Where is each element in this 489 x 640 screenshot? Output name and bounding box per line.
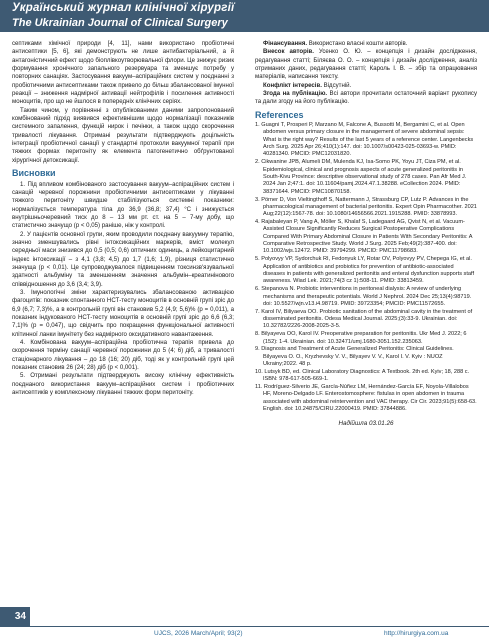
journal-website-link[interactable]: http://hirurgiya.com.ua xyxy=(384,630,449,637)
reference-item: 3. Pörner D, Von Vieltingthoff S, Nattermann J, Strassburg CP, Lutz P. Advances in the pharmacological management of bacterial peritonitis. Expert Opin Pharmacother. 2021 Aug;22(12):1567-78. doi: 10.1080/14656566.2021.1915288. PMID: 33878993. xyxy=(255,196,477,218)
reference-item: 4. Rajabaleyan P, Vang A, Möller S, Khalaf S, Ladegaard AG, Qvist N, et al. Vacuum-Assisted Closure Significantly Reduces Surgical Postoperative Complications Compared With Primary Abdominal Closure in Patients With Secondary Peritonitis: A Comparative Retrospective Study. World J Surg. 2025 Feb;49(2):387-400. doi: 10.1002/wjs.12472. PMID: 39794299. PMCID: PMC11798683. xyxy=(255,219,473,255)
conclusion-item: 3. Імунологічні зміни характеризувались збалансованою активацією фагоцитів: показник спонтанного НСТ-тесту моноцитів в основній групі зріс до 6,9 (6,7; 7,3)%, а в контрольній групі він становив 5,2 (4,9; 5,6)% (p = 0,011), а показник індукованого НСТ-тесту моноцитів в основній групі зріс до 6,6 (6,3; 7,1)% (p = 0,047), що свідчить про покращення функціональної активності клітинної ланки імунітету без надмірного оксидативного навантаження. xyxy=(12,288,234,338)
reference-item: 10. Lutsyk BD, ed. Clinical Laboratory Diagnostics: A Textbook. 2th ed. Kyiv; 18, 288 c. ISBN: 978-617-505-669-1. xyxy=(255,368,470,383)
discussion-paragraph: септиками хімічної природи [4, 11], нами використано пробіотичні антисептики [5, 6], які демонструють не лише антибактеріальний, а й антагоністичний ефект щодо біоплівкоутворювальної флори. Це знижує ризик формування хронічного запального резервуара та зменшує потребу у повторних санаціях. Застосування вакуум–аспіраційних систем у поєднанні з пробіотичними антисептиками також привело до більш збалансованої імунної реакції – зниження надмірної активації нейтрофілів і посилення активності моноцитів, про що не йшлося в попередніх клінічних серіях. xyxy=(12,40,234,106)
funding-statement xyxy=(255,40,477,48)
conclusion-item: 2. У пацієнтів основної групи, яким проводили поєднану вакуумну терапію, значно зменшувались рівні інтоксикаційних маркерів, вміст молекул середньої маси знизився до 0,5 (0,5; 0,6) оптичних одиниць, а лейкоцитарний індекс інтоксикації – з 4,1 (3,8; 4,5) до 1,7 (1,6; 1,9), різниця статистично значуща (p < 0,01). Це супроводжувалося підвищенням токсинзв'язувальної здатності альбуміну та зменшенням значення альбумін–креатинінового співвідношення до 3,6 (3,4; 3,9). xyxy=(12,230,234,288)
conclusion-item: 1. Під впливом комбінованого застосування вакуум–аспіраційних систем і санацій черевної порожнини пробіотичними антисептиками у лікуванні тяжкого перитоніту швидше стабілізуються системні показники: нормалізується температура тіла до 36,9 (36,8; 37,4) °С і знижується внутрішньочеревний тиск до 8 – 13 мм рт. ст. на 5 – 7-му добу, що статистично значущо (p < 0,05) раніше, ніж у контролі. xyxy=(12,180,234,230)
consent-statement xyxy=(255,90,477,107)
conflict-label: Конфлікт інтересів. xyxy=(263,81,322,89)
reference-item: 11. Rodríguez-Silverio JE, García-Núñez LM, Hernández-García EF, Noyola-Villalobos HF, Moreno-Delgado LF. Enterostomosphere: fistulas in open abdomen in trauma associated with abdominal reintervention and VAC therapy. Cir Cir. 2023;91(5):658-63. English. doi: 10.24875/CIRU.22000419. PMID: 37844886. xyxy=(255,384,477,413)
footer-divider xyxy=(30,626,489,627)
journal-title-en: The Ukrainian Journal of Clinical Surgery xyxy=(12,17,228,29)
reference-item: 8. Bilyayeva OO, Karol IV. Preoperative preparation for peritonitis. Ukr Med J. 2022; 6 (152): 1-4. Ukrainian. doi: 10.32471/umj.1680-3051.152.235063. xyxy=(255,331,467,345)
page-footer xyxy=(0,596,489,640)
conflict-statement xyxy=(255,82,477,90)
consent-text: Всі автори прочитали остаточний варіант рукопису та дали згоду на його публікацію. xyxy=(255,90,477,106)
journal-title-uk: Український журнал клінічної хірургії xyxy=(12,2,235,14)
discussion-paragraph: Таким чином, у порівнянні з опублікованими даними запропонований комбінований підхід виявився ефективнішим щодо нормалізації показників системного запалення, функцій нирок і печінки, а також щодо скорочення тривалості лікування. Отримані результати підтверджують доцільність інтеграції пробіотичної санації у стандартні протоколи вакуумної терапії при тяжких формах перитоніту як елемента патогенетично обґрунтованої хірургічної детоксикації. xyxy=(12,106,234,164)
reference-item: 9. Diagnosis and Treatment of Acute Generalized Peritonitis: Clinical Guidelines. Bilyayeva O. O., Kryzhevsky V. V., Bilyayev V. V., Karol I. V. Kyiv : NUOZ Ukrainy;2022. 48 p. xyxy=(255,346,454,368)
reference-item: 6. Stepanova N. Probiotic interventions in peritoneal dialysis: A review of underlying mechanisms and therapeutic potentials. World J Nephrol. 2024 Dec 25;13(4):98719. doi: 10.5527/wjn.v13.i4.98719. PMID: 39723354; PMCID: PMC11572655. xyxy=(255,286,472,307)
right-column xyxy=(255,40,477,428)
left-column xyxy=(12,40,234,397)
reference-list xyxy=(255,122,477,413)
conclusion-item: 4. Комбінована вакуум–аспіраційна пробіотична терапія привела до скорочення терміну санації черевної порожнини до 5 (4; 6) діб, а тривалості стаціонарного лікування – до 18 (16; 20) діб, тоді як у контрольній групі цей показник становив 26 (24; 28) діб (p < 0,001). xyxy=(12,339,234,372)
funding-text: Використано власні кошти авторів. xyxy=(307,40,408,47)
contribution-label: Внесок авторів. xyxy=(263,48,314,56)
journal-header xyxy=(0,0,489,32)
conflict-text: Відсутній. xyxy=(321,81,352,89)
references-heading: References xyxy=(255,109,304,120)
funding-label: Фінансування. xyxy=(263,40,308,47)
reference-item: 2. Cikwanine JPB, Alumeli DM, Mulenda KJ, Isa-Somo PK, Yoyu JT, Ciza PM, et al. Epidemiological, clinical and prognosis aspects of acute generalized peritonitis in South-Kivu Province: descriptive observational study of 278 cases. Pan Afr Med J. 2024 Jan 2;47:1. doi: 10.11604/pamj.2024.47.1.38288. eCollection 2024. PMID: 38371644. PMCID: PMC10870158. xyxy=(255,159,467,195)
conclusions-heading: Висновки xyxy=(12,168,56,179)
reference-item: 1. Guagni T, Prosperi P, Marzano M, Falcone A, Bussotti M, Bergamini C, et al. Open abdomen versus primary closure in the management of severe abdominal sepsis: What is the right way? Results of the last 5 years of a reference center. Langenbecks Arch Surg. 2025 Apr 26;410(1):147. doi: 10.1007/s00423-025-03693-w. PMID: 40281340. PMCID: PMC12031820. xyxy=(255,122,474,158)
page-number: 34 xyxy=(0,607,30,627)
consent-label: Згода на публікацію. xyxy=(263,90,328,98)
contribution-statement xyxy=(255,48,477,81)
reference-item: 5. Polyovyy VP, Sydorchuk RI, Fedonyuk LY, Rotar OV, Polyovyy PV, Chepega IG, et al. Application of antibiotics and probiotics for prevention of antibiotic-associated diseases in patients with generalized peritonitis and enteral dysfunction supports staff awareness. Wiad Lek. 2021;74(3 cz 1):508-11. PMID: 33813459. xyxy=(255,256,475,285)
journal-citation: UJCS, 2026 March/April; 93(2) xyxy=(154,630,243,637)
reference-item: 7. Karol IV, Biliyaeva OO. Probiotic sanitation of the abdominal cavity in the treatment of disseminated peritonitis. Odesa Medical Journal. 2025;(3):33-9. Ukrainian. doi: 10.32782/2226-2008-2025-3-5. xyxy=(255,308,473,330)
conclusion-item: 5. Отримані результати підтверджують високу клінічну ефективність поєднаного використання вакуум–аспіраційних систем і пробіотичних антисептиків у комплексному лікуванні тяжких форм перитоніту. xyxy=(12,372,234,397)
contribution-text: Усенко О. Ю. – концепція і дизайн дослідження, редагування статті; Біляєва О. О. – концепція і дизайн дослідження, аналіз отриманих даних, редагування статті; Кароль І. В. – збір та опрацювання матеріалів, написання тексту. xyxy=(255,48,477,81)
received-date: Надійшла 03.01.26 xyxy=(338,419,394,427)
